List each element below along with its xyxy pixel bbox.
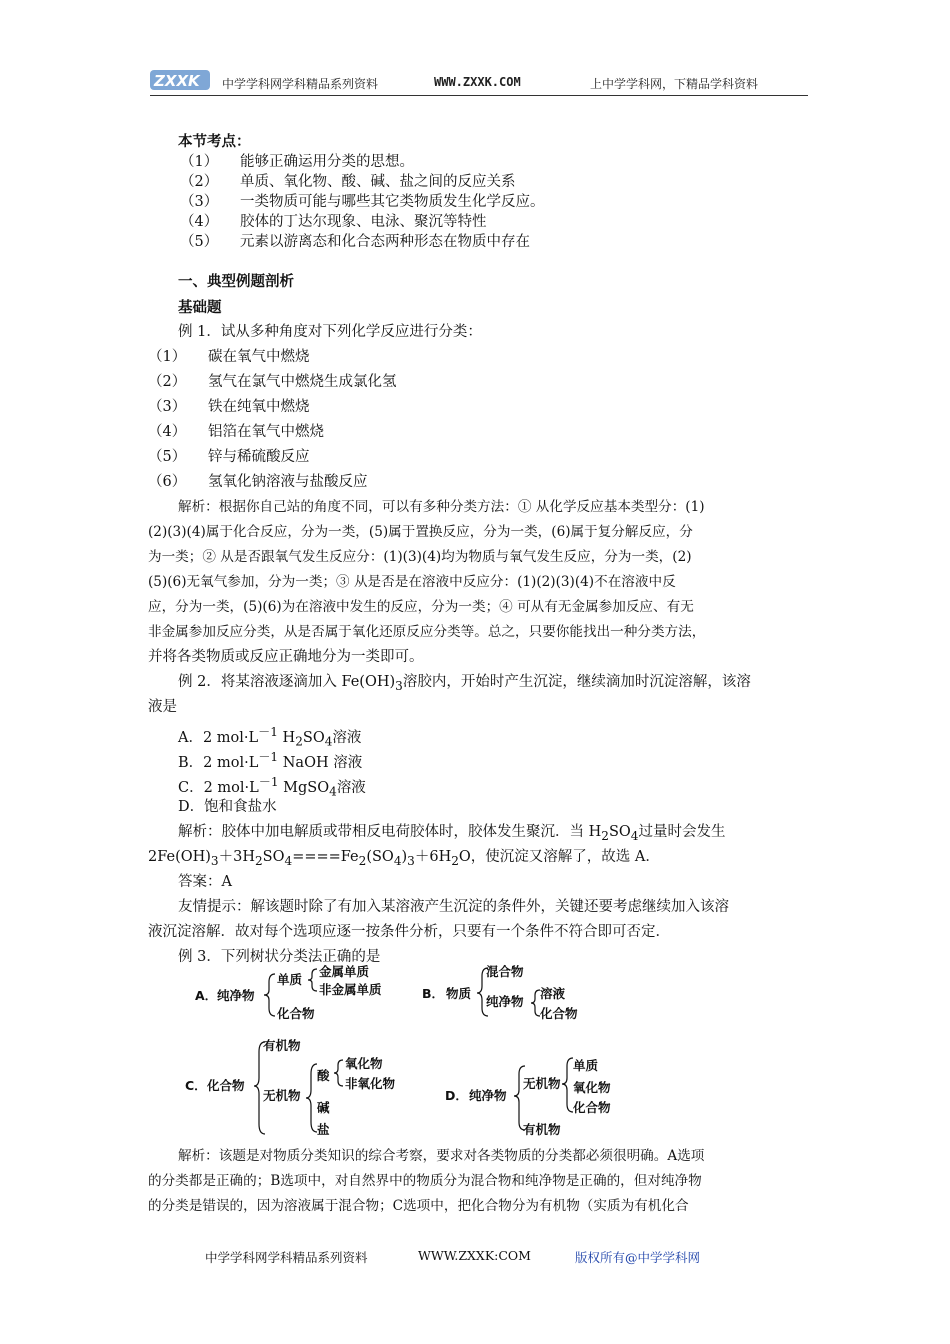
svg-text:氧化物: 氧化物 <box>345 1056 383 1071</box>
svg-text:C．: C． <box>185 1078 207 1093</box>
svg-text:有机物: 有机物 <box>263 1038 301 1053</box>
svg-text:A．: A． <box>195 988 218 1003</box>
footer-left-text: 中学学科网学科精品系列资料 <box>205 1250 368 1265</box>
svg-text:物质: 物质 <box>446 986 472 1001</box>
tree-option-c <box>185 1036 425 1140</box>
ex1-analysis-line-1: 解析：根据你自己站的角度不同，可以有多种分类方法：① 从化学反应基本类型分：(1) <box>178 499 705 515</box>
ex2-analysis-line-1: 解析：胶体中加电解质或带相反电荷胶体时，胶体发生聚沉．当 $H_2SO_4$过量时会发生 <box>178 824 726 843</box>
svg-text:金属单质: 金属单质 <box>319 964 370 979</box>
ex2-option-b: B．2 $mol\cdot L^{-1}$ NaOH 溶液 <box>178 750 363 771</box>
svg-text:溶液: 溶液 <box>540 986 566 1001</box>
ex1-analysis-line-7: 并将各类物质或反应正确地分为一类即可。 <box>148 649 424 665</box>
ex2-question-line-1: 例 2．将某溶液逐滴加入 $Fe(OH)_3$溶胶内，开始时产生沉淀，继续滴加时沉淀溶解，该溶 <box>178 674 751 693</box>
footer-url[interactable]: WWW.ZXXK:COM <box>418 1248 531 1263</box>
basic-title: 基础题 <box>178 300 222 316</box>
ex3-question: 例 3．下列树状分类法正确的是 <box>178 949 381 965</box>
point-1: （1） 能够正确运用分类的思想。 <box>180 154 414 170</box>
ex1-item-2: （2） 氢气在氯气中燃烧生成氯化氢 <box>148 374 397 390</box>
svg-text:单质: 单质 <box>573 1058 599 1073</box>
point-2: （2） 单质、氧化物、酸、碱、盐之间的反应关系 <box>180 174 516 190</box>
ex1-item-5: （5） 锌与稀硫酸反应 <box>148 449 310 465</box>
ex3-analysis-line-3: 的分类是错误的，因为溶液属于混合物；C选项中，把化合物分为有机物（实质为有机化合 <box>148 1198 689 1214</box>
part-title: 一、典型例题剖析 <box>178 274 294 290</box>
page-header <box>150 68 808 98</box>
ex2-option-d: D．饱和食盐水 <box>178 799 277 815</box>
header-url[interactable]: WWW.ZXXK.COM <box>434 75 521 89</box>
section-title: 本节考点： <box>178 134 251 150</box>
svg-text:碱: 碱 <box>317 1100 330 1115</box>
svg-text:混合物: 混合物 <box>486 964 524 979</box>
svg-text:纯净物: 纯净物 <box>217 988 255 1003</box>
ex1-analysis-line-4: (5)(6)无氧气参加，分为一类；③ 从是否是在溶液中反应分：(1)(2)(3)(4)不在溶液中反 <box>148 574 676 590</box>
svg-text:化合物: 化合物 <box>573 1100 611 1115</box>
header-left-text: 中学学科网学科精品系列资料 <box>222 77 379 91</box>
ex2-question-line-2: 液是 <box>148 699 177 715</box>
ex1-item-6: （6） 氢氧化钠溶液与盐酸反应 <box>148 474 368 490</box>
svg-text:化合物: 化合物 <box>540 1006 578 1021</box>
svg-text:化合物: 化合物 <box>277 1006 315 1021</box>
ex2-answer: 答案：A <box>178 874 232 890</box>
ex3-analysis-line-2: 的分类都是正确的；B选项中，对自然界中的物质分为混合物和纯净物是正确的，但对纯净物 <box>148 1173 702 1189</box>
ex2-tip-line-2: 液沉淀溶解．故对每个选项应逐一按条件分析，只要有一个条件不符合即可否定． <box>148 924 670 940</box>
header-divider <box>150 95 808 96</box>
svg-text:无机物: 无机物 <box>523 1076 561 1091</box>
svg-text:B．: B． <box>422 986 445 1001</box>
ex1-item-1: （1） 碳在氧气中燃烧 <box>148 349 310 365</box>
svg-text:酸: 酸 <box>317 1068 330 1083</box>
ex1-question: 例 1．试从多种角度对下列化学反应进行分类： <box>178 324 482 340</box>
svg-text:有机物: 有机物 <box>523 1122 561 1136</box>
svg-text:单质: 单质 <box>277 972 303 987</box>
ex1-item-4: （4） 铝箔在氧气中燃烧 <box>148 424 324 440</box>
svg-text:纯净物: 纯净物 <box>486 994 524 1009</box>
tree-option-b <box>422 962 592 1024</box>
point-3: （3） 一类物质可能与哪些其它类物质发生化学反应。 <box>180 194 545 210</box>
tree-option-d <box>445 1052 625 1136</box>
svg-text:化合物: 化合物 <box>207 1078 245 1093</box>
ex2-equation: $2Fe(OH)_3+3H_2SO_4====Fe_2(SO_4)_3+6H_2O$，使沉淀又溶解了，故选 A． <box>148 849 660 868</box>
svg-text:纯净物: 纯净物 <box>469 1088 507 1103</box>
svg-text:盐: 盐 <box>317 1122 330 1137</box>
ex1-analysis-line-2: (2)(3)(4)属于化合反应，分为一类，(5)属于置换反应，分为一类，(6)属于复分解反应，分 <box>148 524 693 540</box>
point-4: （4） 胶体的丁达尔现象、电泳、聚沉等特性 <box>180 214 487 230</box>
zxxk-logo <box>150 68 210 92</box>
ex2-option-a: A．2 $mol\cdot L^{-1}$ $H_2SO_4$溶液 <box>178 725 362 749</box>
svg-text:非金属单质: 非金属单质 <box>319 982 382 997</box>
svg-text:ZXXK: ZXXK <box>154 72 200 90</box>
ex2-option-c: C．2 $mol\cdot L^{-1}$ MgSO$_4$溶液 <box>178 775 366 799</box>
header-right-text: 上中学学科网，下精品学科资料 <box>590 77 759 91</box>
svg-text:D．: D． <box>445 1088 468 1103</box>
ex1-item-3: （3） 铁在纯氧中燃烧 <box>148 399 310 415</box>
ex1-analysis-line-6: 非金属参加反应分类，从是否属于氧化还原反应分类等。总之，只要你能找出一种分类方法， <box>148 624 706 640</box>
ex1-analysis-line-5: 应，分为一类，(5)(6)为在溶液中发生的反应，分为一类；④ 可从有无金属参加反应、有无 <box>148 599 694 615</box>
svg-text:非氧化物: 非氧化物 <box>345 1076 396 1091</box>
tree-option-a <box>195 962 405 1024</box>
ex1-analysis-line-3: 为一类；② 从是否跟氧气发生反应分：(1)(3)(4)均为物质与氧气发生反应，分为一类，(2) <box>148 549 692 565</box>
svg-text:氧化物: 氧化物 <box>573 1080 611 1095</box>
point-5: （5） 元素以游离态和化合态两种形态在物质中存在 <box>180 234 530 250</box>
ex2-tip-line-1: 友情提示：解该题时除了有加入某溶液产生沉淀的条件外，关键还要考虑继续加入该溶 <box>178 899 729 915</box>
ex3-analysis-line-1: 解析：该题是对物质分类知识的综合考察，要求对各类物质的分类都必须很明确。A选项 <box>178 1148 705 1164</box>
svg-text:无机物: 无机物 <box>263 1088 301 1103</box>
footer-copyright: 版权所有@中学学科网 <box>575 1250 701 1265</box>
